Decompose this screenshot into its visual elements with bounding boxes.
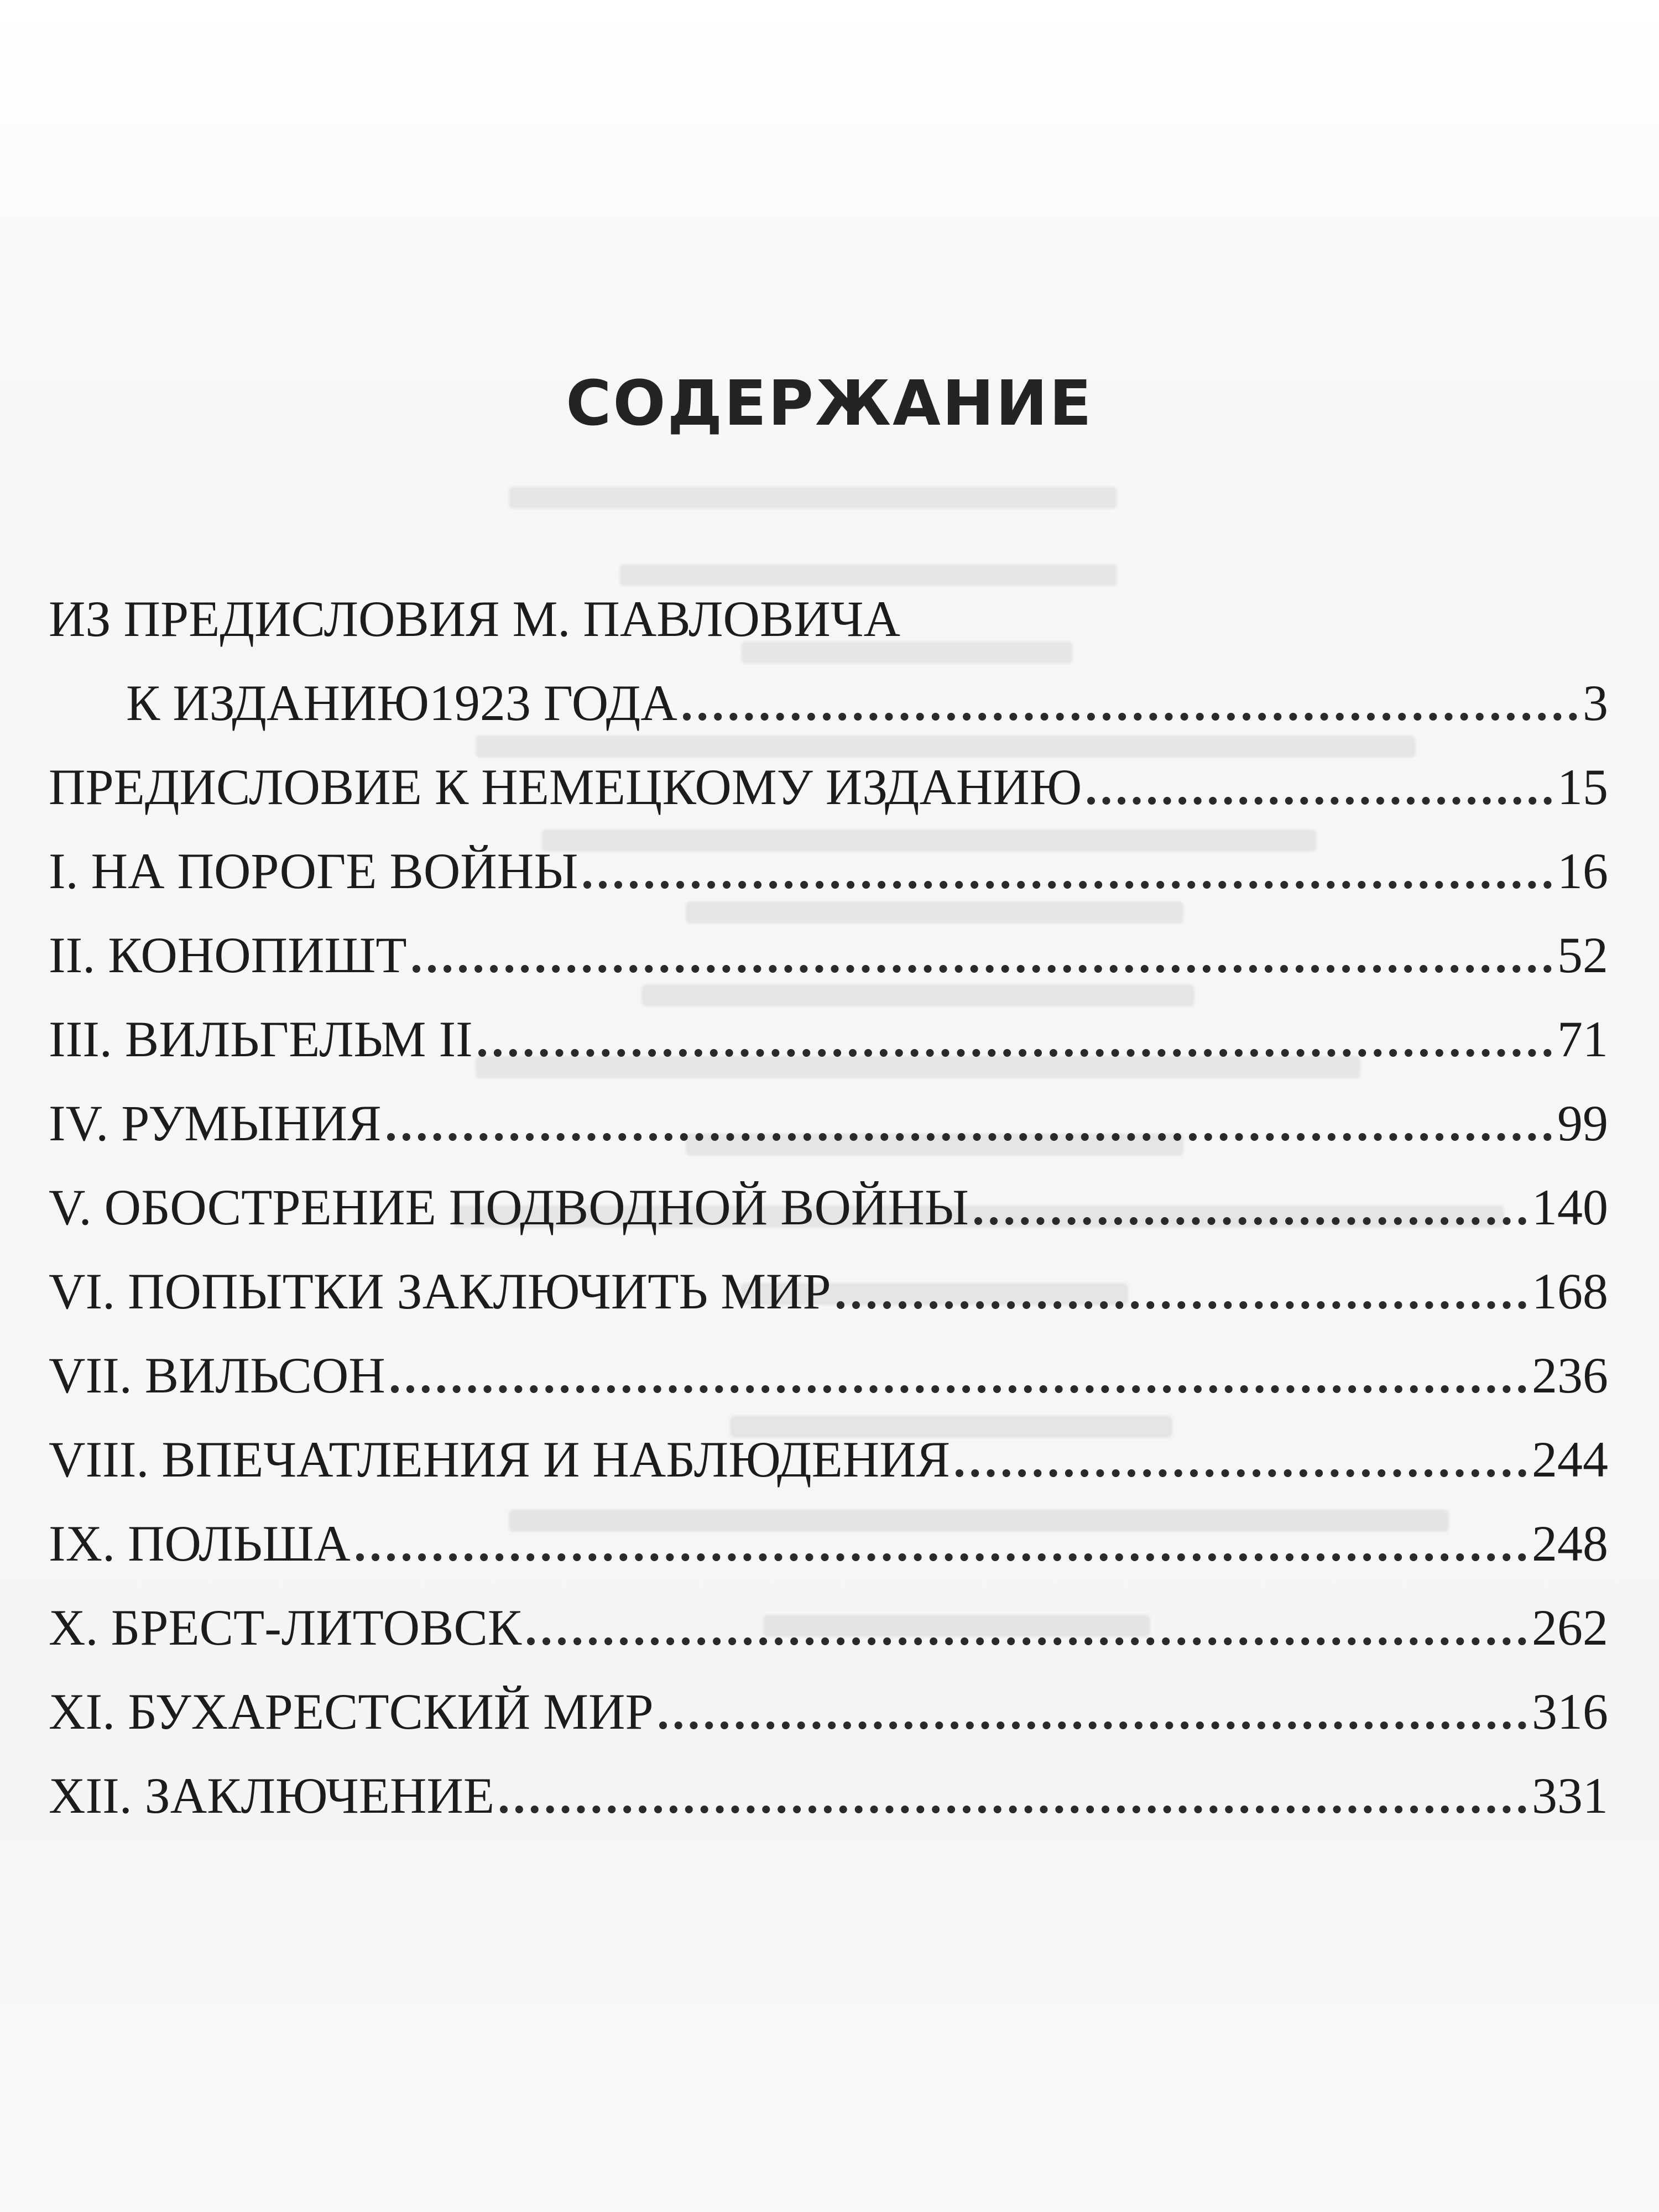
dot-leader bbox=[583, 881, 1552, 889]
dot-leader bbox=[527, 1637, 1526, 1645]
contents-heading: СОДЕРЖАНИЕ bbox=[566, 368, 1093, 440]
table-of-contents bbox=[49, 567, 1608, 1824]
toc-page-number: 331 bbox=[1532, 1767, 1608, 1824]
toc-page-number: 3 bbox=[1583, 675, 1608, 731]
toc-entry-title: ПРЕДИСЛОВИЕ К НЕМЕЦКОМУ ИЗДАНИЮ bbox=[49, 759, 1082, 815]
toc-entry-title: VIII. ВПЕЧАТЛЕНИЯ И НАБЛЮДЕНИЯ bbox=[49, 1431, 951, 1488]
toc-entry-title: ИЗ ПРЕДИСЛОВИЯ М. ПАВЛОВИЧА bbox=[49, 591, 901, 647]
dot-leader bbox=[500, 1806, 1526, 1813]
toc-entry-pavlovich-line-1 bbox=[49, 567, 1608, 647]
toc-entry-chapter-7 bbox=[49, 1317, 1608, 1404]
toc-entry-title: К ИЗДАНИЮ1923 ГОДА bbox=[126, 675, 677, 731]
toc-entry-title: XI. БУХАРЕСТСКИЙ МИР bbox=[49, 1683, 654, 1740]
toc-entry-chapter-11 bbox=[49, 1653, 1608, 1740]
toc-page-number: 244 bbox=[1532, 1431, 1608, 1488]
toc-page-number: 236 bbox=[1532, 1347, 1608, 1404]
toc-entry-title: II. КОНОПИШТ bbox=[49, 927, 407, 983]
dot-leader bbox=[387, 1133, 1552, 1141]
toc-entry-chapter-5 bbox=[49, 1149, 1608, 1233]
dot-leader bbox=[413, 965, 1552, 973]
toc-page-number: 316 bbox=[1532, 1683, 1608, 1740]
toc-entry-title: XII. ЗАКЛЮЧЕНИЕ bbox=[49, 1767, 495, 1824]
dot-leader bbox=[683, 713, 1577, 721]
toc-entry-title: I. НА ПОРОГЕ ВОЙНЫ bbox=[49, 843, 578, 899]
toc-entry-chapter-8 bbox=[49, 1401, 1608, 1488]
toc-page-number: 168 bbox=[1532, 1263, 1608, 1319]
toc-entry-chapter-1 bbox=[49, 812, 1608, 899]
dot-leader bbox=[974, 1217, 1526, 1225]
toc-page-number: 15 bbox=[1557, 759, 1608, 815]
dot-leader bbox=[659, 1721, 1526, 1729]
dot-leader bbox=[391, 1385, 1526, 1393]
toc-entry-german-preface bbox=[49, 728, 1608, 815]
toc-entry-title: X. БРЕСТ-ЛИТОВСК bbox=[49, 1599, 522, 1656]
dot-leader bbox=[1087, 797, 1552, 805]
toc-entry-title: VII. ВИЛЬСОН bbox=[49, 1347, 385, 1404]
toc-page-number: 52 bbox=[1557, 927, 1608, 983]
toc-entry-chapter-2 bbox=[49, 896, 1608, 983]
toc-page-number: 248 bbox=[1532, 1515, 1608, 1572]
dot-leader bbox=[356, 1553, 1526, 1561]
toc-entry-title: IV. РУМЫНИЯ bbox=[49, 1095, 382, 1151]
toc-entry-title: VI. ПОПЫТКИ ЗАКЛЮЧИТЬ МИР bbox=[49, 1263, 831, 1319]
toc-entry-pavlovich-line-2 bbox=[49, 644, 1608, 731]
dot-leader bbox=[837, 1301, 1526, 1309]
toc-entry-title: V. ОБОСТРЕНИЕ ПОДВОДНОЙ ВОЙНЫ bbox=[49, 1179, 969, 1235]
ghost-line bbox=[509, 487, 1117, 509]
toc-page-number: 140 bbox=[1532, 1179, 1608, 1235]
toc-entry-chapter-12 bbox=[49, 1737, 1608, 1824]
toc-entry-title: III. ВИЛЬГЕЛЬМ II bbox=[49, 1011, 473, 1067]
toc-entry-chapter-4 bbox=[49, 1065, 1608, 1149]
toc-entry-chapter-6 bbox=[49, 1233, 1608, 1317]
toc-page-number: 99 bbox=[1557, 1095, 1608, 1151]
toc-entry-chapter-9 bbox=[49, 1485, 1608, 1572]
dot-leader bbox=[956, 1469, 1526, 1477]
toc-entry-title: IX. ПОЛЬША bbox=[49, 1515, 351, 1572]
toc-page-number: 71 bbox=[1557, 1011, 1608, 1067]
toc-page-number: 16 bbox=[1557, 843, 1608, 899]
dot-leader bbox=[478, 1049, 1552, 1057]
toc-entry-chapter-3 bbox=[49, 980, 1608, 1065]
toc-entry-chapter-10 bbox=[49, 1569, 1608, 1656]
toc-page-number: 262 bbox=[1532, 1599, 1608, 1656]
